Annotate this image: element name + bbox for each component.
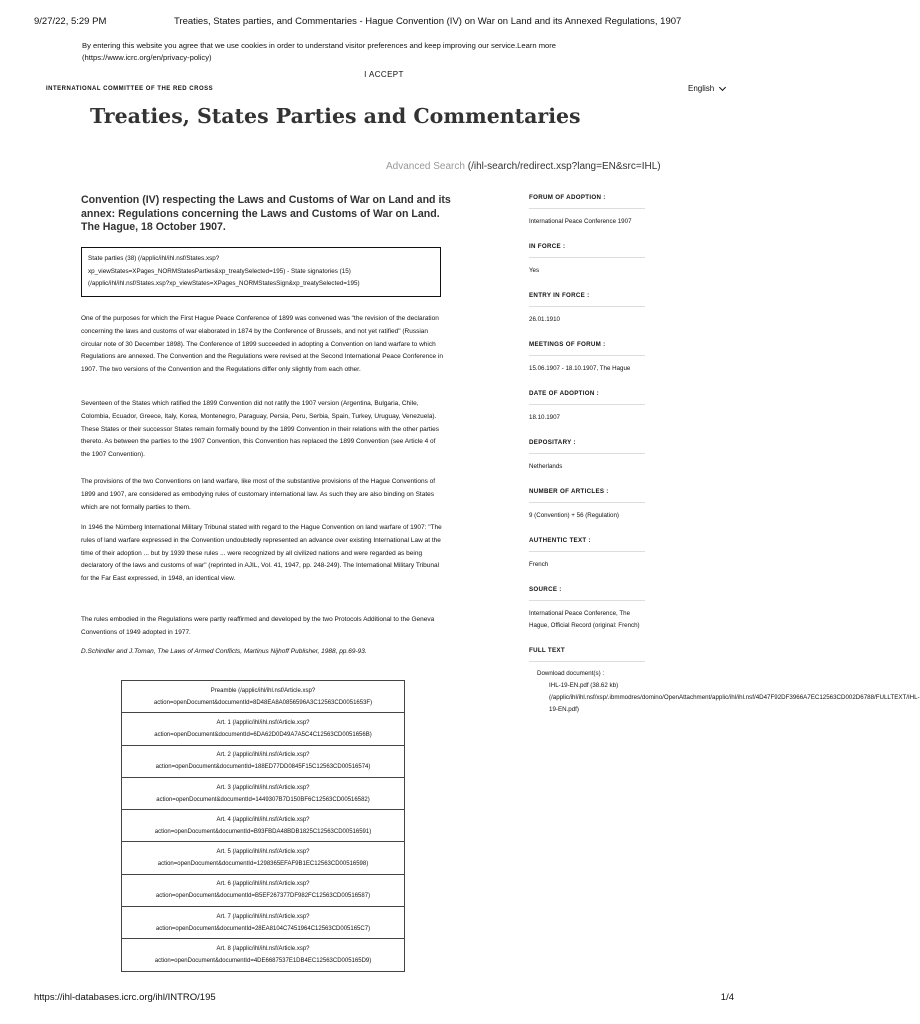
- article-link[interactable]: [122, 939, 405, 971]
- source-label: SOURCE :: [529, 580, 645, 601]
- table-row: [122, 939, 405, 971]
- table-row: [122, 713, 405, 745]
- intro-paragraph: Seventeen of the States which ratified the 1899 Convention did not ratify the 1907 version (Argentina, Bulgaria, Chile, Colombia, Ecuador, Greece, Italy, Korea, Montenegro, Paraguay, Persia, Peru, Serbia, Spain, Turkey, Uruguay, Venezuela). These States or their successor States remain formally bound by the 1899 Convention in their relations with the other parties thereto. As between the parties to the 1907 Convention, this Convention has replaced the 1899 Convention (see Article 4 of the 1907 Convention).: [81, 400, 440, 459]
- article-link[interactable]: [122, 713, 405, 745]
- article-link-title: Art. 3 (/applic/ihl/ihl.nsf/Article.xsp?: [216, 784, 310, 791]
- download-section: [529, 662, 920, 716]
- print-timestamp: 9/27/22, 5:29 PM: [34, 16, 107, 27]
- table-row: [122, 745, 405, 777]
- state-signatories-line[interactable]: (/applic/ihl/ihl.nsf/States.xsp?xp_viewStates=XPages_NORMStatesSign&xp_treatySelected=195): [88, 280, 360, 287]
- article-link-query: action=openDocument&documentId=8D48EA8A0856596A3C12563CD0051653F): [153, 699, 373, 706]
- entry-in-force-value: 26.01.1910: [529, 316, 560, 323]
- article-link[interactable]: [122, 842, 405, 874]
- article-link-query: action=openDocument&documentId=1298365EFAF9B1EC12563CD00516598): [157, 861, 369, 868]
- article-link-query: action=openDocument&documentId=188ED77DD0845F15C12563CD00516574): [155, 764, 371, 771]
- forum-value: International Peace Conference 1907: [529, 218, 632, 225]
- intro-paragraph: One of the purposes for which the First Hague Peace Conference of 1899 was convened was "the revision of the declaration concerning the laws and customs of war elaborated in 1874 by the Conference of Brussels, and not yet ratified" (Russian circular note of 30 December 1898). The Conference of 1899 succeeded in adopting a Convention on land warfare to which Regulations are annexed. The Convention and the Regulations were revised at the Second International Peace Conference in 1907. The two versions of the Convention and the Regulations differ only slightly from each other.: [81, 315, 443, 374]
- article-link[interactable]: [122, 907, 405, 939]
- table-row: [122, 907, 405, 939]
- article-link[interactable]: [122, 777, 405, 809]
- page-number: 1/4: [720, 992, 734, 1003]
- meetings-label: MEETINGS OF FORUM :: [529, 335, 645, 356]
- article-link-query: action=openDocument&documentId=B93FBDA48BDB1825C12563CD00516591): [154, 828, 372, 835]
- download-pdf-path[interactable]: (/applic/ihl/ihl.nsf/xsp/.ibmmodres/domino/OpenAttachment/applic/ihl/ihl.nsf/4D47F92DF3966A7EC12563CD002D6788/FULLTEXT/IHL-: [549, 694, 920, 701]
- download-pdf-path-end[interactable]: 19-EN.pdf): [549, 706, 579, 713]
- language-label: English: [688, 84, 715, 93]
- language-selector[interactable]: [688, 84, 725, 93]
- advanced-search-link[interactable]: Advanced Search: [386, 161, 465, 172]
- meetings-value: 15.06.1907 - 18.10.1907, The Hague: [529, 365, 631, 372]
- chevron-down-icon: [719, 83, 726, 90]
- advanced-search[interactable]: [386, 161, 661, 172]
- download-label: Download document(s) :: [537, 670, 605, 677]
- article-link[interactable]: [122, 745, 405, 777]
- authentic-text-label: AUTHENTIC TEXT :: [529, 531, 645, 552]
- article-link[interactable]: [122, 681, 405, 713]
- article-link-query: action=openDocument&documentId=6DA62D0D49A7A5C4C12563CD0051656B): [154, 731, 372, 738]
- article-count-value: 9 (Convention) + 56 (Regulation): [529, 512, 619, 519]
- article-link-query: action=openDocument&documentId=1449307B7D150BF6C12563CD00516582): [156, 796, 370, 803]
- forum-label: FORUM OF ADOPTION :: [529, 188, 645, 209]
- convention-title: Convention (IV) respecting the Laws and Customs of War on Land and its annex: Regulations concerning the Laws and Customs of War on Land. The Hague, 18 October 1907.: [81, 194, 451, 233]
- state-parties-line[interactable]: xp_viewStates=XPages_NORMStatesParties&xp_treatySelected=195) - State signatories (15): [88, 267, 351, 275]
- adoption-date-label: DATE OF ADOPTION :: [529, 384, 645, 405]
- authentic-text-value: French: [529, 561, 549, 568]
- table-row: [122, 810, 405, 842]
- article-link-title: Art. 4 (/applic/ihl/ihl.nsf/Article.xsp?: [216, 816, 310, 823]
- cookie-notice: By entering this website you agree that we use cookies in order to understand visitor preferences and keep improving our service.Learn more (https://www.icrc.org/en/privacy-policy): [82, 41, 557, 62]
- article-link-query: action=openDocument&documentId=B5EF267377DF982FC12563CD00516587): [155, 893, 371, 900]
- table-row: [122, 842, 405, 874]
- org-name[interactable]: INTERNATIONAL COMMITTEE OF THE RED CROSS: [46, 86, 214, 92]
- articles-table: [121, 680, 405, 972]
- page-title: Treaties, States Parties and Commentaries: [90, 104, 581, 128]
- advanced-search-url: (/ihl-search/redirect.xsp?lang=EN&src=IHL): [467, 161, 661, 172]
- page-url: https://ihl-databases.icrc.org/ihl/INTRO/195: [34, 992, 216, 1003]
- table-row: [122, 681, 405, 713]
- article-link-title: Art. 2 (/applic/ihl/ihl.nsf/Article.xsp?: [216, 752, 310, 759]
- article-link-title: Art. 5 (/applic/ihl/ihl.nsf/Article.xsp?: [216, 849, 310, 856]
- table-row: [122, 874, 405, 906]
- article-link[interactable]: [122, 810, 405, 842]
- intro-paragraph: In 1946 the Nürnberg International Military Tribunal stated with regard to the Hague Convention on land warfare of 1907: "The rules of land warfare expressed in the Convention undoubtedly represented an advance over existing International Law at the time of their adoption ... but by 1939 these rules ... were recognized by all civilized nations and were regarded as being declaratory of the laws and customs of war" (reprinted in AJIL, Vol. 41, 1947, pp. 248-249). The International Military Tribunal for the Far East expressed, in 1948, an identical view.: [81, 524, 442, 583]
- treaty-info-sidebar: [529, 188, 920, 716]
- article-link-title: Art. 6 (/applic/ihl/ihl.nsf/Article.xsp?: [216, 881, 310, 888]
- article-count-label: NUMBER OF ARTICLES :: [529, 482, 645, 503]
- article-link-query: action=openDocument&documentId=28EA8104C7451964C12563CD005165C7): [155, 925, 371, 932]
- article-link-title: Art. 7 (/applic/ihl/ihl.nsf/Article.xsp?: [216, 913, 310, 920]
- depositary-value: Netherlands: [529, 463, 563, 470]
- print-page-title: Treaties, States parties, and Commentaries - Hague Convention (IV) on War on Land and its Annexed Regulations, 1907: [174, 16, 682, 27]
- table-row: [122, 777, 405, 809]
- accept-cookies-button[interactable]: I ACCEPT: [364, 70, 404, 79]
- article-link-query: action=openDocument&documentId=4DE6687537E1DB4EC12563CD005165D9): [154, 958, 372, 965]
- state-parties-box[interactable]: [81, 247, 441, 297]
- citation: D.Schindler and J.Toman, The Laws of Armed Conflicts, Martinus Nijhoff Publisher, 1988, pp.69-93.: [81, 648, 367, 655]
- intro-paragraph: The provisions of the two Conventions on land warfare, like most of the substantive provisions of the Hague Conventions of 1899 and 1907, are considered as embodying rules of customary international law. As such they are also binding on States which are not formally parties to them.: [81, 478, 436, 511]
- adoption-date-value: 18.10.1907: [529, 414, 560, 421]
- full-text-label: FULL TEXT: [529, 641, 645, 662]
- article-link-title: Art. 8 (/applic/ihl/ihl.nsf/Article.xsp?: [216, 946, 310, 953]
- article-link[interactable]: [122, 874, 405, 906]
- in-force-value: Yes: [529, 267, 540, 274]
- intro-paragraph: The rules embodied in the Regulations were partly reaffirmed and developed by the two Protocols Additional to the Geneva Conventions of 1949 adopted in 1977.: [81, 616, 435, 636]
- download-pdf-link[interactable]: IHL-19-EN.pdf (38.62 kb): [549, 682, 619, 689]
- in-force-label: IN FORCE :: [529, 237, 645, 258]
- state-parties-line[interactable]: State parties (38) (/applic/ihl/ihl.nsf/States.xsp?: [88, 255, 220, 262]
- depositary-label: DEPOSITARY :: [529, 433, 645, 454]
- article-link-title: Preamble (/applic/ihl/ihl.nsf/Article.xsp?: [210, 687, 316, 694]
- article-link-title: Art. 1 (/applic/ihl/ihl.nsf/Article.xsp?: [216, 719, 310, 726]
- source-value: International Peace Conference, The Hague, Official Record (original: French): [529, 610, 640, 629]
- entry-in-force-label: ENTRY IN FORCE :: [529, 286, 645, 307]
